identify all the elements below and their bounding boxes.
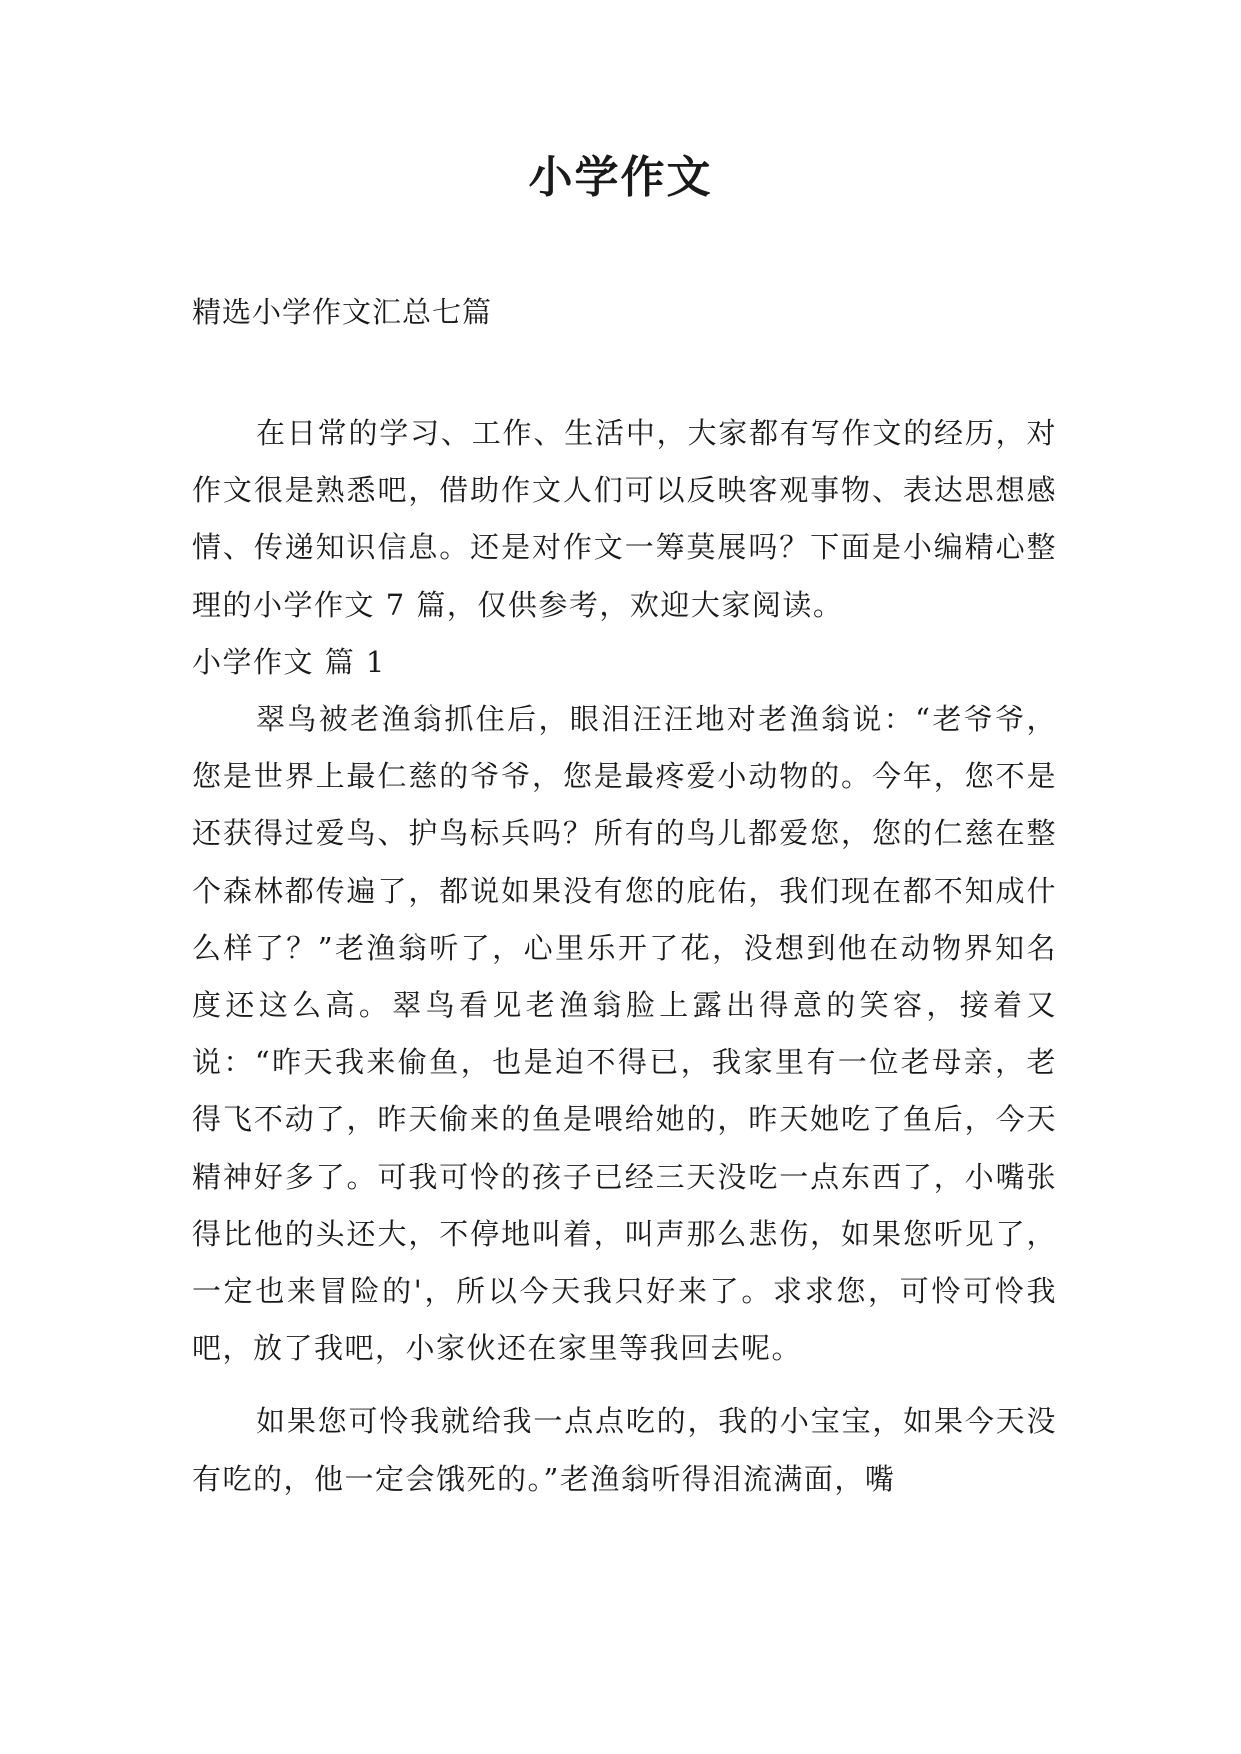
body-paragraph: 如果您可怜我就给我一点点吃的，我的小宝宝，如果今天没有吃的，他一定会饿死的。”老渔翁听得泪流满面，嘴 [192, 1404, 1057, 1496]
document-title: 小学作文 [528, 152, 713, 203]
body-paragraph: 翠鸟被老渔翁抓住后，眼泪汪汪地对老渔翁说：“老爷爷，您是世界上最仁慈的爷爷，您是最疼爱小动物的。今年，您不是还获得过爱鸟、护鸟标兵吗？所有的鸟儿都爱您，您的仁慈在整个森林都传遍了，都说如果没有您的庇佑，我们现在都不知成什么样了？”老渔翁听了，心里乐开了花，没想到他在动物界知名度还这么高。翠鸟看见老渔翁脸上露出得意的笑容，接着又说：“昨天我来偷鱼，也是迫不得已，我家里有一位老母亲，老得飞不动了，昨天偷来的鱼是喂给她的，昨天她吃了鱼后，今天精神好多了。可我可怜的孩子已经三天没吃一点东西了，小嘴张得比他的头还大，不停地叫着，叫声那么悲伤，如果您听见了，一定也来冒险的'，所以今天我只好来了。求求您，可怜可怜我吧，放了我吧，小家伙还在家里等我回去呢。 [192, 702, 1057, 1366]
section-heading: 小学作文 篇 1 [192, 644, 386, 679]
document-body [192, 405, 1057, 1508]
document-subtitle: 精选小学作文汇总七篇 [192, 295, 493, 329]
intro-paragraph: 在日常的学习、工作、生活中，大家都有写作文的经历，对作文很是熟悉吧，借助作文人们可以反映客观事物、表达思想感情、传递知识信息。还是对作文一筹莫展吗？下面是小编精心整理的小学作文 7 篇，仅供参考，欢迎大家阅读。 [192, 416, 1057, 622]
